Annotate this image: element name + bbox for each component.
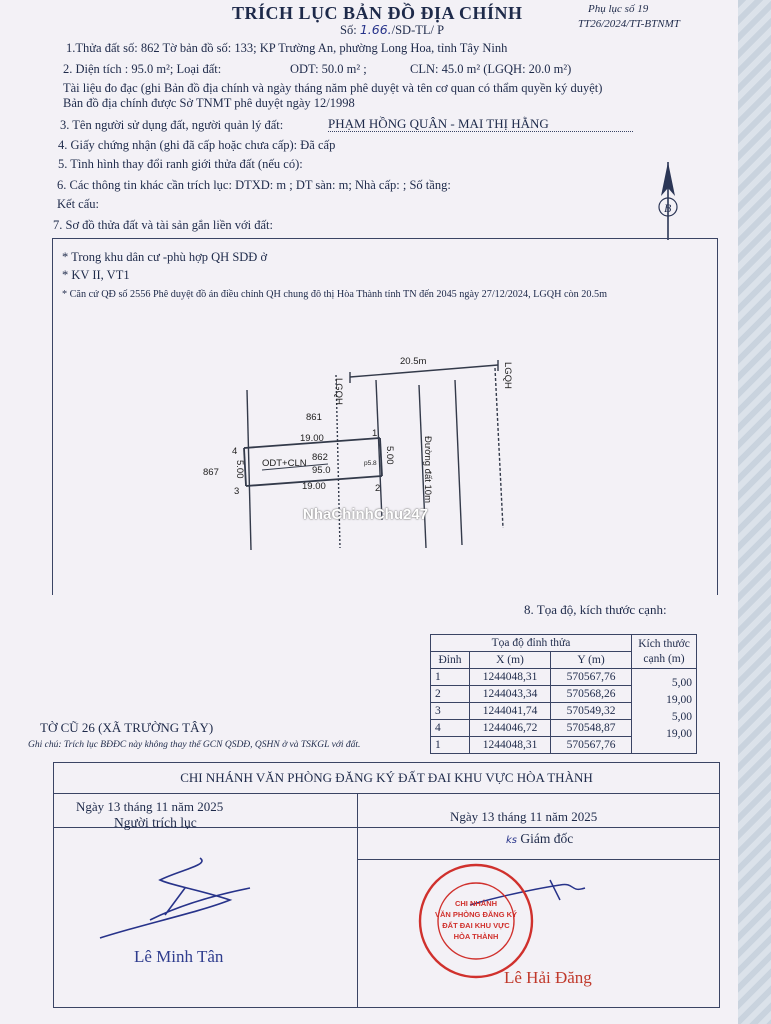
cell-y: 570568,26	[551, 686, 632, 703]
agency-name: CHI NHÁNH VĂN PHÒNG ĐĂNG KÝ ĐẤT ĐAI KHU VỰC HÒA THÀNH	[54, 763, 719, 794]
item-3-owner-label: 3. Tên người sử dụng đất, người quản lý đất:	[60, 118, 284, 132]
item-1-parcel: 1.Thửa đất số: 862 Tờ bản đồ số: 133; KP Trường An, phường Long Hoa, tỉnh Tây Ninh	[66, 41, 508, 55]
cell-x: 1244043,34	[470, 686, 551, 703]
col-y: Y (m)	[551, 652, 632, 669]
edge-size-4-1: 19,00	[666, 728, 692, 740]
note-residential: * Trong khu dân cư -phù hợp QH SDĐ ở	[62, 250, 268, 264]
cell-x: 1244048,31	[470, 669, 551, 686]
number-suffix: /SD-TL/ P	[391, 23, 445, 37]
item-4-certificate: 4. Giấy chứng nhận (ghi đã cấp hoặc chưa cấp): Đã cấp	[58, 138, 336, 152]
col-vertex: Đỉnh	[431, 652, 470, 669]
left-signature	[100, 858, 250, 938]
number-handwritten: 1.66.	[359, 22, 392, 37]
item-2-odt: ODT: 50.0 m² ;	[290, 62, 367, 76]
cell-vertex: 1	[431, 737, 470, 754]
corner-4-label: 4	[232, 446, 238, 457]
disclaimer-note: Ghi chú: Trích lục BĐĐC này không thay thế GCN QSDĐ, QSHN ở và TSKGL với đất.	[28, 740, 361, 750]
appendix-label: Phụ lục số 19	[588, 3, 649, 15]
right-role-prefix: ks	[506, 835, 518, 846]
road-width-label: 20.5m	[400, 356, 427, 367]
item-7-diagram-heading: 7. Sơ đồ thửa đất và tài sản gắn liền với đất:	[53, 218, 273, 232]
right-signer-name: Lê Hải Đăng	[504, 968, 592, 987]
svg-text:B: B	[664, 201, 672, 215]
document-title: TRÍCH LỤC BẢN ĐỒ ĐỊA CHÍNH	[232, 3, 523, 23]
cell-vertex: 3	[431, 703, 470, 720]
stamp-line-2: VĂN PHÒNG ĐĂNG KÝ	[434, 910, 518, 919]
note-zone: * KV II, VT1	[62, 268, 130, 282]
item-5-boundary: 5. Tình hình thay đổi ranh giới thửa đất (nếu có):	[58, 157, 303, 171]
old-sheet-label: TỜ CŨ 26 (XÃ TRƯỜNG TÂY)	[40, 720, 214, 735]
edge-bottom-length: 19.00	[302, 481, 326, 492]
watermark-text: NhaChinhChu247	[303, 506, 429, 523]
cell-y: 570567,76	[551, 669, 632, 686]
edge-size-1-2: 5,00	[671, 677, 692, 689]
left-signer-name: Lê Minh Tân	[134, 947, 224, 966]
parcel-861-label: 861	[306, 412, 322, 423]
number-prefix: Số:	[340, 23, 357, 37]
item-2-area: 2. Diện tích : 95.0 m²; Loại đất:	[63, 62, 222, 76]
parcel-867-label: 867	[203, 467, 219, 478]
col-edge-size-1: Kích thước	[638, 637, 690, 650]
right-role: Giám đốc	[520, 831, 574, 846]
lgqh-left-label: LGQH	[333, 378, 344, 405]
parcel-number-label: 862	[312, 452, 328, 463]
cell-x: 1244046,72	[470, 720, 551, 737]
corner-1-label: 1	[372, 428, 378, 439]
cell-vertex: 1	[431, 669, 470, 686]
col-edge-size-2: cạnh (m)	[643, 652, 685, 665]
cell-y: 570567,76	[551, 737, 632, 754]
edge-size-2-3: 19,00	[666, 694, 692, 706]
cell-vertex: 4	[431, 720, 470, 737]
stamp-line-4: HÒA THÀNH	[453, 932, 499, 941]
col-x: X (m)	[470, 652, 551, 669]
small-tag-label: p5.8	[364, 460, 377, 467]
coords-heading: 8. Tọa độ, kích thước cạnh:	[524, 602, 667, 617]
cell-x: 1244048,31	[470, 737, 551, 754]
official-stamp	[420, 865, 532, 977]
edge-right-length: 5.00	[384, 446, 395, 465]
edge-size-3-4: 5,00	[671, 711, 692, 723]
survey-doc-line-2: Bản đồ địa chính được Sở TNMT phê duyệt ngày 12/1998	[63, 96, 355, 110]
corner-2-label: 2	[375, 483, 381, 494]
left-date: Ngày 13 tháng 11 năm 2025	[76, 799, 224, 814]
item-2-cln: CLN: 45.0 m² (LGQH: 20.0 m²)	[410, 62, 572, 76]
edge-left-length: 5.00	[234, 460, 245, 479]
stamp-line-3: ĐẤT ĐAI KHU VỰC	[442, 921, 510, 930]
parcel-area-label: 95.0	[312, 465, 331, 476]
left-role: Người trích lục	[114, 815, 197, 830]
lgqh-right-label: LGQH	[502, 362, 513, 389]
edge-top-length: 19.00	[300, 433, 324, 444]
cell-y: 570548,87	[551, 720, 632, 737]
survey-doc-line-1: Tài liệu đo đạc (ghi Bản đồ địa chính và ngày tháng năm phê duyệt và tên cơ quan có thẩm quyền ký duyệt)	[63, 81, 603, 95]
cell-x: 1244041,74	[470, 703, 551, 720]
cell-y: 570549,32	[551, 703, 632, 720]
note-decision: * Căn cứ QĐ số 2556 Phê duyệt đồ án điều chỉnh QH chung đô thị Hòa Thành tỉnh TN đến 2045 ngày 27/12/2024, LGQH còn 20.5m	[62, 289, 608, 300]
item-3-owner-name: PHẠM HỒNG QUÂN - MAI THỊ HẰNG	[328, 116, 549, 131]
item-6-structure: Kết cấu:	[57, 197, 99, 211]
item-6-other-info: 6. Các thông tin khác cần trích lục: DTXD: m ; DT sàn: m; Nhà cấp: ; Số tầng:	[57, 178, 451, 192]
right-date: Ngày 13 tháng 11 năm 2025	[450, 809, 598, 824]
col-vertex-group: Tọa độ đỉnh thửa	[431, 635, 632, 652]
road-name-label: Đường đất 10m	[422, 436, 433, 503]
corner-3-label: 3	[234, 486, 240, 497]
parcel-use-label: ODT+CLN	[262, 458, 307, 469]
cell-vertex: 2	[431, 686, 470, 703]
circular-label: TT26/2024/TT-BTNMT	[578, 18, 680, 30]
stamp-line-1: CHI NHÁNH	[454, 899, 498, 908]
